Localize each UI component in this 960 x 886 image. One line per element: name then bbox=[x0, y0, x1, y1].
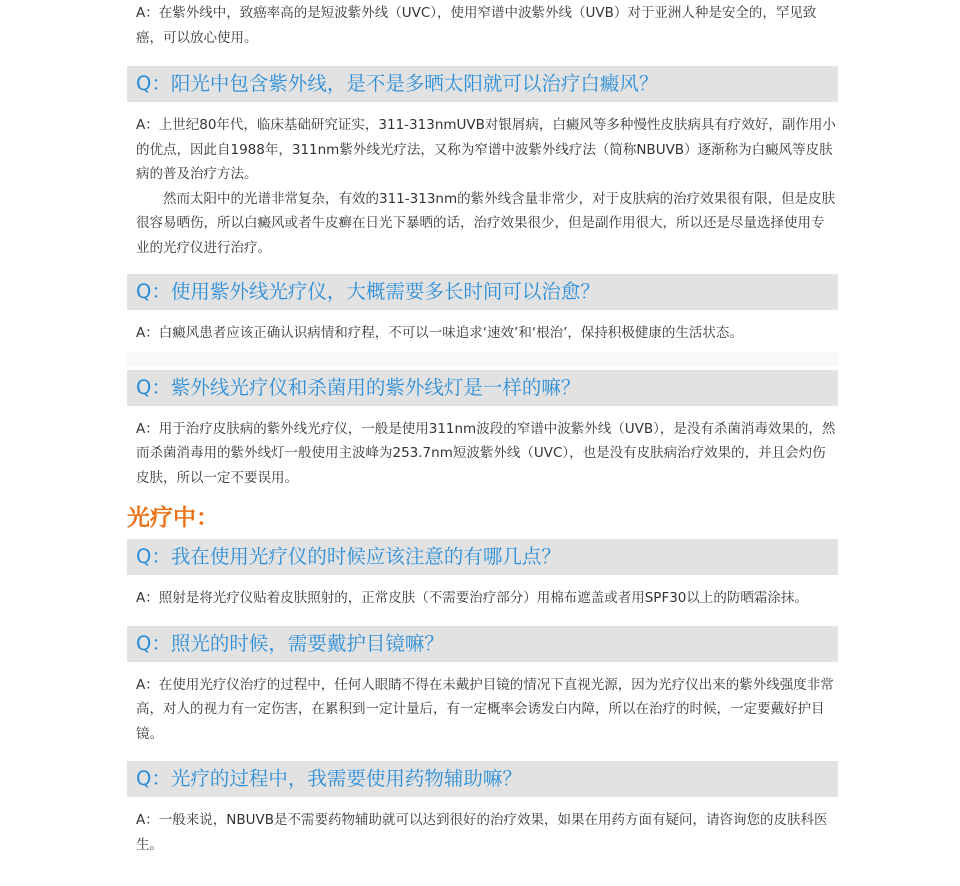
faq-page bbox=[127, 0, 838, 857]
faq-question-goggles bbox=[127, 626, 838, 662]
faq-answer-goggles bbox=[127, 673, 838, 747]
section-heading-during: 光疗中： bbox=[127, 505, 219, 531]
faq-question-precautions bbox=[127, 539, 838, 575]
question-text: Q：照光的时候，需要戴护目镜嘛？ bbox=[136, 631, 444, 655]
faq-question-medication bbox=[127, 761, 838, 797]
answer-text: A：照射是将光疗仪贴着皮肤照射的，正常皮肤（不需要治疗部分）用棉布遮盖或者用SPF30以上的防晒霜涂抹。 bbox=[136, 590, 808, 606]
answer-paragraph: A：上世纪80年代，临床基础研究证实，311-313nmUVB对银屑病，白癜风等多种慢性皮肤病具有疗效好，副作用小的优点，因此自1988年，311nm紫外线光疗法，又称为窄谱中波紫外线疗法（简称NBUVB）逐渐称为白癜风等皮肤病的普及治疗方法。 bbox=[136, 117, 836, 182]
faq-question-sunlight bbox=[127, 66, 838, 102]
divider bbox=[127, 352, 838, 366]
question-text: Q：阳光中包含紫外线，是不是多晒太阳就可以治疗白癜风？ bbox=[136, 72, 659, 95]
answer-text: A：在紫外线中，致癌率高的是短波紫外线（UVC），使用窄谱中波紫外线（UVB）对于亚洲人种是安全的，罕见致癌，可以放心使用。 bbox=[136, 5, 817, 46]
faq-answer-precautions bbox=[127, 586, 838, 611]
question-text: Q：使用紫外线光疗仪，大概需要多长时间可以治愈？ bbox=[136, 280, 600, 303]
answer-text: A：一般来说，NBUVB是不需要药物辅助就可以达到很好的治疗效果，如果在用药方面有疑问，请咨询您的皮肤科医生。 bbox=[136, 812, 828, 853]
faq-answer-germicidal-lamp bbox=[127, 417, 838, 491]
question-text: Q：紫外线光疗仪和杀菌用的紫外线灯是一样的嘛？ bbox=[136, 375, 581, 399]
faq-question-duration bbox=[127, 274, 838, 310]
answer-text: A：白癜风患者应该正确认识病情和疗程，不可以一味追求‘速效’和‘根治’，保持积极健康的生活状态。 bbox=[136, 325, 743, 341]
answer-paragraph: 然而太阳中的光谱非常复杂，有效的311-313nm的紫外线含量非常少，对于皮肤病的治疗效果很有限，但是皮肤很容易晒伤，所以白癜风或者牛皮癣在日光下暴晒的话，治疗效果很少，但是副作用很大，所以还是尽量选择使用专业的光疗仪进行治疗。 bbox=[136, 190, 836, 256]
faq-answer-duration bbox=[127, 321, 838, 346]
answer-text: A：用于治疗皮肤病的紫外线光疗仪，一般是使用311nm波段的窄谱中波紫外线（UVB），是没有杀菌消毒效果的，然而杀菌消毒用的紫外线灯一般使用主波峰为253.7nm短波紫外线（UVC），也是没有皮肤病治疗效果的，并且会灼伤皮肤，所以一定不要误用。 bbox=[136, 420, 836, 486]
answer-text: A：在使用光疗仪治疗的过程中，任何人眼睛不得在未戴护目镜的情况下直视光源，因为光疗仪出来的紫外线强度非常高，对人的视力有一定伤害，在累积到一定计量后，有一定概率会诱发白内障，所以在治疗的时候，一定要戴好护目镜。 bbox=[136, 676, 834, 742]
faq-question-germicidal-lamp bbox=[127, 370, 838, 406]
faq-answer-medication bbox=[127, 808, 838, 857]
faq-answer-sunlight bbox=[127, 113, 838, 260]
faq-answer-uv-safety bbox=[127, 1, 838, 50]
question-text: Q：我在使用光疗仪的时候应该注意的有哪几点？ bbox=[136, 545, 561, 568]
question-text: Q：光疗的过程中，我需要使用药物辅助嘛？ bbox=[136, 767, 522, 790]
